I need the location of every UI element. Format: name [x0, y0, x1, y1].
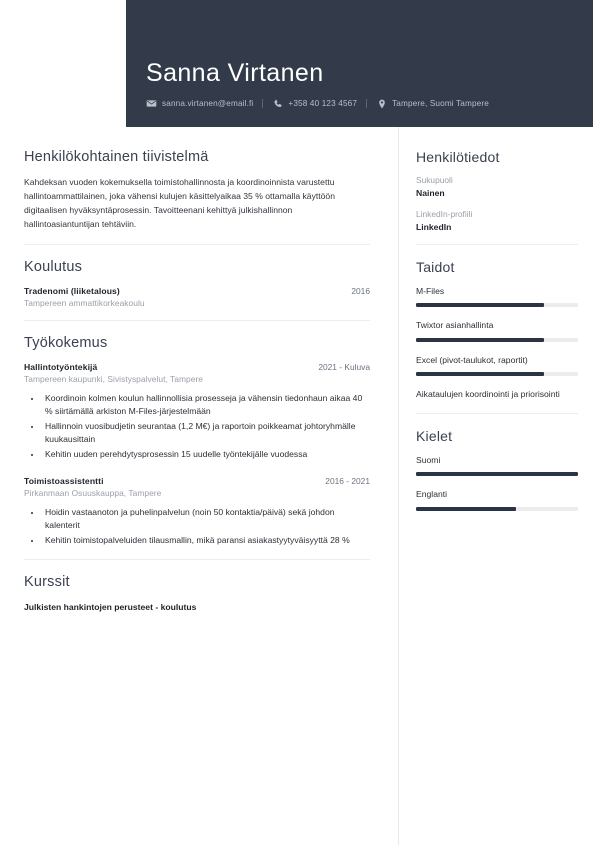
phone-icon [272, 98, 283, 109]
detail-value[interactable]: LinkedIn [416, 222, 452, 232]
section-title-summary: Henkilökohtainen tiivistelmä [24, 149, 209, 165]
section-title-personal-details: Henkilötiedot [416, 149, 500, 165]
language-bar-fill [416, 472, 578, 476]
list-item: • Kehitin uuden perehdytysprosessin 15 uudelle työntekijälle vuodessa [42, 448, 370, 462]
section-summary [24, 149, 370, 232]
language-name: Suomi [416, 454, 441, 465]
skill-bar-track [416, 303, 578, 307]
detail-label: Sukupuoli [416, 175, 453, 185]
experience-employer: Pirkanmaan Osuuskauppa, Tampere [24, 487, 162, 498]
skill-bar-fill [416, 338, 544, 342]
section-experience [24, 320, 370, 548]
resume-body [0, 127, 600, 848]
detail-linkedin [416, 209, 578, 232]
education-institution: Tampereen ammattikorkeakoulu [24, 297, 145, 308]
skill-name: Twixtor asianhallinta [416, 320, 494, 331]
section-courses [24, 559, 370, 614]
contact-location-text: Tampere, Suomi Tampere [392, 99, 489, 108]
contact-separator [262, 99, 263, 108]
skill-item [416, 319, 578, 341]
contact-phone[interactable] [272, 98, 357, 109]
skill-bar-fill [416, 303, 544, 307]
list-item: • Hoidin vastaanoton ja puhelinpalvelun (noin 50 kontaktia/päivä) sekä johdon kalenterit [42, 506, 370, 533]
list-item: • Koordinoin kolmen koulun hallinnollisia prosesseja ja vähensin tiedonhaun aikaa 40 % siirtämällä arkiston M-Files-järjestelmään [42, 392, 370, 419]
list-item: • Hallinnoin vuosibudjetin seurantaa (1,2 M€) ja raportoin poikkeamat johtoryhmälle kuukausittain [42, 420, 370, 447]
section-title-languages: Kielet [416, 427, 453, 444]
education-title: Tradenomi (liiketalous) [24, 285, 120, 296]
page-title: Sanna Virtanen [146, 58, 324, 87]
experience-entry [24, 476, 370, 548]
list-item: • Kehitin toimistopalveluiden tilausmallin, mikä paransi asiakastyytyväisyyttä 28 % [42, 534, 370, 548]
section-title-skills: Taidot [416, 259, 455, 275]
skill-bar-track [416, 372, 578, 376]
language-bar-track [416, 507, 578, 511]
experience-bullets [42, 392, 370, 462]
summary-text: Kahdeksan vuoden kokemuksella toimistohallinnosta ja koordinoinnista varustettu hallintoammattilainen, joka vähensi kulujen käsittelyaikaa 35 % ottamalla käyttöön digitaalisen hyväksyntäprosessin. Tavoitteenani kehittyä julkishallinnon hallintoasiantuntijan tehtäviin. [24, 177, 335, 229]
skill-item [416, 354, 578, 376]
course-entry [24, 601, 370, 614]
experience-title: Toimistoassistentti [24, 475, 104, 486]
envelope-icon [146, 98, 157, 109]
language-item [416, 454, 578, 476]
language-item [416, 488, 578, 510]
skill-name: Aikataulujen koordinointi ja priorisointi [416, 389, 560, 400]
contact-email-text: sanna.virtanen@email.fi [162, 99, 254, 108]
experience-title: Hallintotyöntekijä [24, 361, 98, 372]
side-column [399, 127, 600, 848]
detail-gender [416, 175, 578, 198]
contact-row [146, 98, 579, 109]
skill-item [416, 285, 578, 307]
section-title-experience: Työkokemus [24, 334, 108, 351]
detail-value: Nainen [416, 188, 445, 198]
section-languages [416, 413, 578, 511]
detail-label: LinkedIn-profiili [416, 209, 473, 219]
experience-date: 2016 - 2021 [325, 475, 370, 486]
skill-bar-fill [416, 372, 544, 376]
contact-email[interactable] [146, 98, 253, 109]
experience-bullets [42, 506, 370, 548]
section-skills [416, 244, 578, 401]
contact-phone-text: +358 40 123 4567 [288, 99, 358, 108]
skill-name: Excel (pivot-taulukot, raportit) [416, 354, 528, 365]
resume-header [126, 0, 593, 127]
language-name: Englanti [416, 489, 448, 500]
experience-entry [24, 362, 370, 462]
section-title-education: Koulutus [24, 258, 83, 275]
skill-bar-track [416, 338, 578, 342]
language-bar-track [416, 472, 578, 476]
language-bar-fill [416, 507, 516, 511]
experience-date: 2021 - Kuluva [318, 361, 370, 372]
contact-separator [366, 99, 367, 108]
location-pin-icon [376, 98, 387, 109]
experience-employer: Tampereen kaupunki, Sivistyspalvelut, Tampere [24, 373, 203, 384]
section-education [24, 244, 370, 308]
skill-name: M-Files [416, 286, 445, 296]
education-date: 2016 [351, 285, 370, 296]
course-title: Julkisten hankintojen perusteet - koulutus [24, 602, 197, 613]
main-column [0, 127, 398, 848]
skill-item [416, 388, 578, 400]
contact-location[interactable] [376, 98, 489, 109]
section-personal-details [416, 149, 578, 232]
education-entry [24, 286, 370, 308]
section-title-courses: Kurssit [24, 574, 70, 591]
